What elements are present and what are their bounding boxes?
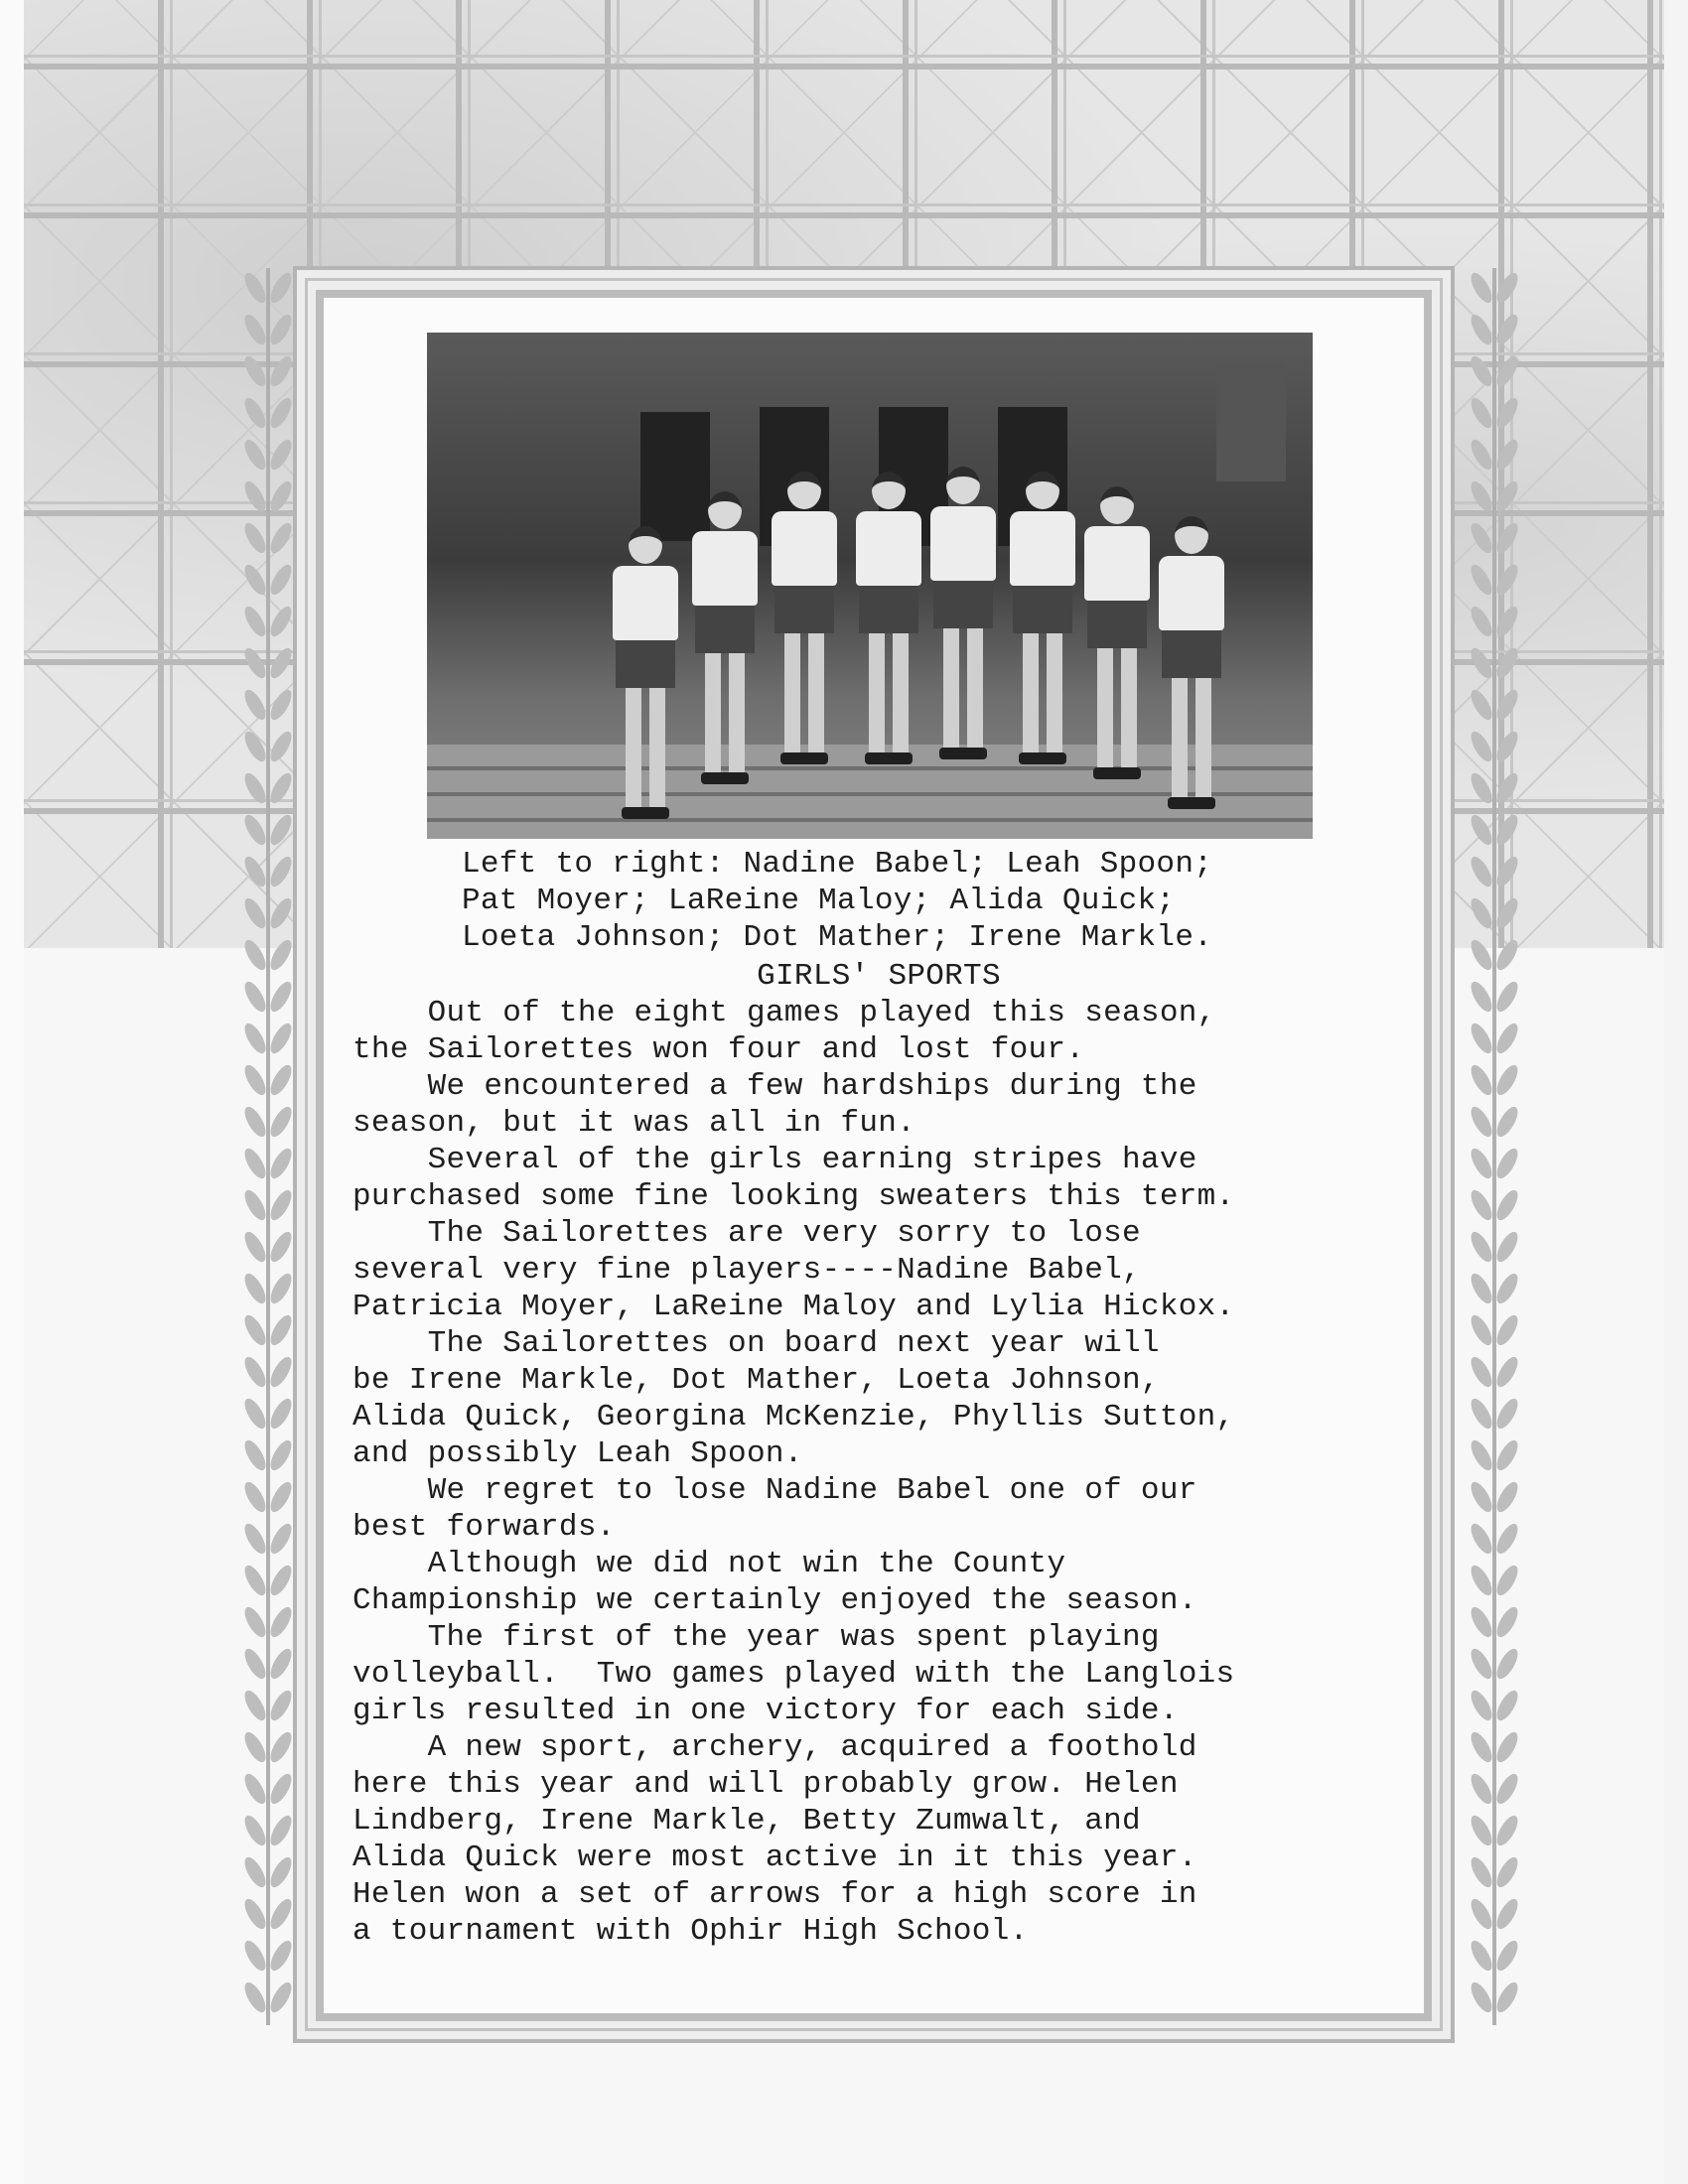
laurel-column-left: [238, 258, 298, 2035]
body-line: purchased some fine looking sweaters this term.: [352, 1179, 1235, 1214]
body-line: Championship we certainly enjoyed the season.: [352, 1583, 1197, 1618]
team-photo: [427, 333, 1313, 839]
body-line: The Sailorettes are very sorry to lose: [352, 1216, 1141, 1251]
body-line: Several of the girls earning stripes have: [352, 1143, 1197, 1177]
body-line: be Irene Markle, Dot Mather, Loeta Johnson,: [352, 1363, 1160, 1398]
body-line: here this year and will probably grow. Helen: [352, 1767, 1179, 1802]
body-line: Out of the eight games played this season,: [352, 996, 1216, 1030]
body-line: A new sport, archery, acquired a foothold: [352, 1730, 1197, 1765]
body-line: We regret to lose Nadine Babel one of our: [352, 1473, 1197, 1508]
body-line: best forwards.: [352, 1510, 616, 1545]
team-member-figure: [1008, 472, 1077, 764]
body-line: season, but it was all in fun.: [352, 1106, 916, 1141]
team-member-figure: [611, 526, 680, 819]
body-line: a tournament with Ophir High School.: [352, 1914, 1029, 1949]
body-line: and possibly Leah Spoon.: [352, 1436, 803, 1471]
caption-line: Loeta Johnson; Dot Mather; Irene Markle.: [462, 920, 1213, 955]
body-line: The Sailorettes on board next year will: [352, 1326, 1160, 1361]
caption-line: Pat Moyer; LaReine Maloy; Alida Quick;: [462, 884, 1176, 918]
page-margin: [0, 0, 24, 2184]
body-line: The first of the year was spent playing: [352, 1620, 1160, 1655]
team-member-figure: [690, 491, 760, 784]
body-line: the Sailorettes won four and lost four.: [352, 1032, 1085, 1067]
body-line: We encountered a few hardships during the: [352, 1069, 1197, 1104]
caption-line: Left to right: Nadine Babel; Leah Spoon;: [462, 847, 1213, 882]
team-member-figure: [770, 472, 839, 764]
article: [352, 846, 1405, 1950]
body-line: Patricia Moyer, LaReine Maloy and Lylia Hickox.: [352, 1290, 1235, 1324]
body-line: Alida Quick were most active in it this year.: [352, 1841, 1197, 1875]
body-line: girls resulted in one victory for each side.: [352, 1694, 1179, 1728]
team-member-figure: [854, 472, 923, 764]
body-line: volleyball. Two games played with the Langlois: [352, 1657, 1235, 1692]
photo-window: [1216, 362, 1286, 481]
body-line: Alida Quick, Georgina McKenzie, Phyllis Sutton,: [352, 1400, 1235, 1434]
body-line: Lindberg, Irene Markle, Betty Zumwalt, and: [352, 1804, 1141, 1839]
body-line: Although we did not win the County: [352, 1547, 1066, 1581]
body-line: several very fine players----Nadine Babel,: [352, 1253, 1141, 1288]
laurel-column-right: [1465, 258, 1524, 2035]
body-line: Helen won a set of arrows for a high score in: [352, 1877, 1197, 1912]
team-member-figure: [1157, 516, 1226, 809]
team-member-figure: [928, 467, 998, 759]
article-heading: GIRLS' SPORTS: [757, 959, 1001, 994]
team-member-figure: [1082, 486, 1152, 779]
